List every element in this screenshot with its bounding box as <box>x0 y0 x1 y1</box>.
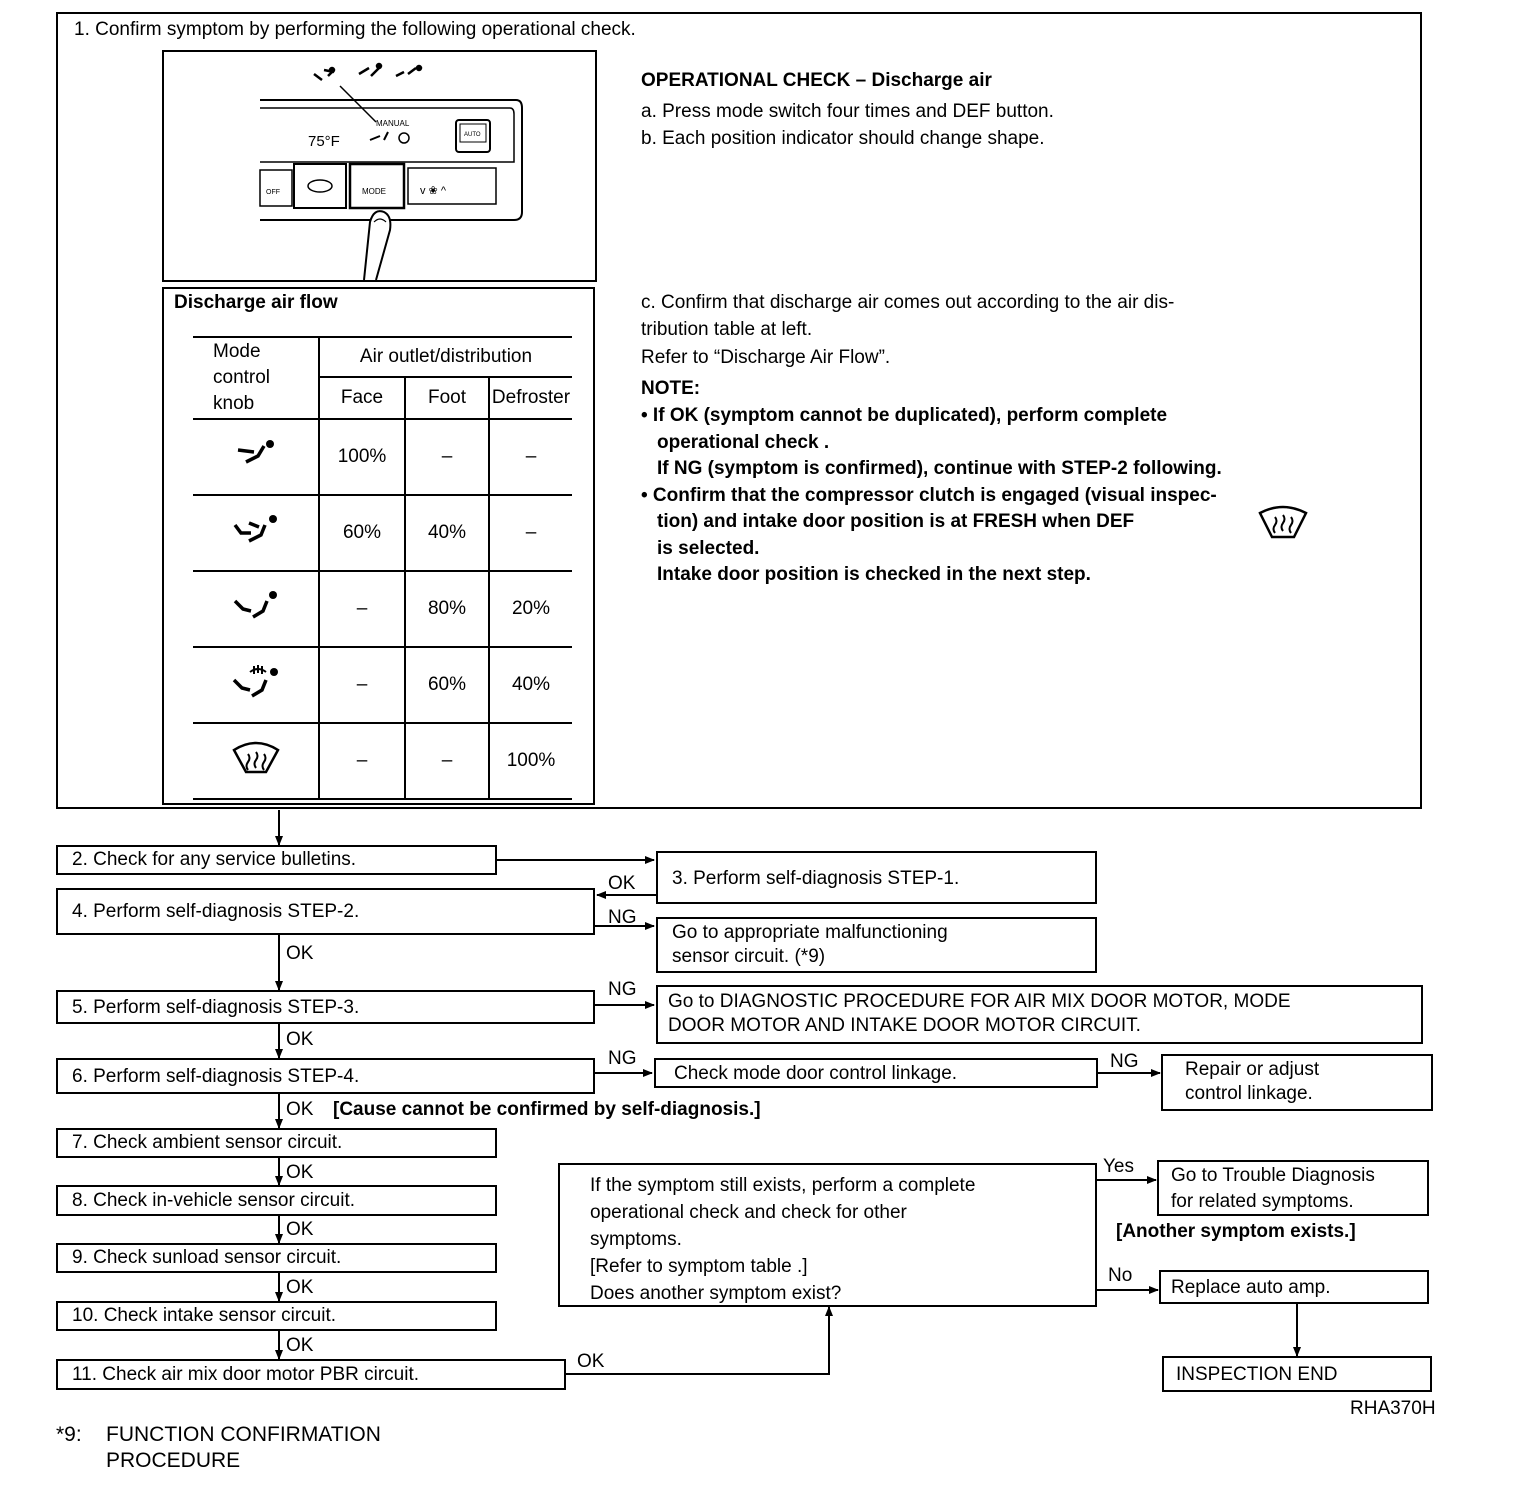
step7-box: 7. Check ambient sensor circuit. <box>56 1128 497 1158</box>
svg-text:v ❀ ^: v ❀ ^ <box>420 185 446 197</box>
no-label: No <box>1108 1265 1133 1286</box>
note2-line2: tion) and intake door position is at FRESH when DEF <box>657 511 1135 532</box>
step1-heading: 1. Confirm symptom by performing the following operational check. <box>74 19 636 40</box>
ok-label-step4: OK <box>286 943 314 964</box>
question-box: If the symptom still exists, perform a complete operational check and check for other symptoms. [Refer to symptom table .] Does another symptom exist? <box>558 1163 1097 1307</box>
note1-line1: • If OK (symptom cannot be duplicated), perform complete <box>641 405 1168 426</box>
op-check-a: a. Press mode switch four times and DEF button. <box>641 101 1054 122</box>
discharge-title: Discharge air flow <box>174 292 338 313</box>
diagnostic-procedure-box: Go to DIAGNOSTIC PROCEDURE FOR AIR MIX DOOR MOTOR, MODE DOOR MOTOR AND INTAKE DOOR MOTOR CIRCUIT. <box>656 985 1423 1044</box>
footnote-line1: FUNCTION CONFIRMATION <box>106 1423 381 1446</box>
ng-label-step4: NG <box>608 907 637 928</box>
table-row: 100% – – <box>193 419 572 495</box>
svg-text:MODE: MODE <box>362 187 386 196</box>
ng-label-step5: NG <box>608 979 637 1000</box>
footnote-line2: PROCEDURE <box>106 1449 241 1472</box>
svg-text:OFF: OFF <box>266 189 280 196</box>
repair-linkage-box: Repair or adjust control linkage. <box>1161 1054 1433 1111</box>
trouble-diagnosis-box: Go to Trouble Diagnosis for related symptoms. <box>1157 1160 1429 1216</box>
temp-display: 75°F <box>308 133 340 150</box>
linkage-box: Check mode door control linkage. <box>654 1058 1098 1088</box>
note2-line1: • Confirm that the compressor clutch is engaged (visual inspec- <box>641 485 1217 506</box>
note2-line3: is selected. <box>657 538 760 559</box>
step5-box: 5. Perform self-diagnosis STEP-3. <box>56 990 595 1024</box>
step3-box: 3. Perform self-diagnosis STEP-1. <box>656 851 1097 904</box>
ng-label-step6: NG <box>608 1048 637 1069</box>
ok-label-step8: OK <box>286 1219 314 1240</box>
note1-line3: If NG (symptom is confirmed), continue with STEP-2 following. <box>657 458 1222 479</box>
replace-auto-amp-box: Replace auto amp. <box>1159 1270 1429 1304</box>
cause-note: [Cause cannot be confirmed by self-diagnosis.] <box>333 1099 761 1120</box>
op-check-c-line2: tribution table at left. <box>641 319 813 340</box>
table-row: 60% 40% – <box>193 495 572 571</box>
svg-text:AUTO: AUTO <box>464 132 481 138</box>
footnote-mark: *9: <box>56 1423 82 1446</box>
yes-label: Yes <box>1103 1156 1134 1177</box>
ok-label-step6: OK <box>286 1099 314 1120</box>
ok-label-step10: OK <box>286 1335 314 1356</box>
table-row: – 80% 20% <box>193 571 572 647</box>
ok-label-step7: OK <box>286 1162 314 1183</box>
note2-line4: Intake door position is checked in the next step. <box>657 564 1091 585</box>
foot-header: Foot <box>405 377 489 419</box>
ng-label-linkage: NG <box>1110 1051 1139 1072</box>
outlet-group-header: Air outlet/distribution <box>319 337 572 377</box>
ok-label-step11: OK <box>577 1351 605 1372</box>
face-header: Face <box>319 377 405 419</box>
ok-label-step9: OK <box>286 1277 314 1298</box>
note1-line2: operational check . <box>657 432 830 453</box>
step10-box: 10. Check intake sensor circuit. <box>56 1301 497 1331</box>
inspection-end-box: INSPECTION END <box>1162 1356 1432 1392</box>
op-check-title: OPERATIONAL CHECK – Discharge air <box>641 70 992 91</box>
ok-label-step5: OK <box>286 1029 314 1050</box>
table-row: – – 100% <box>193 723 572 799</box>
ok-label-step3: OK <box>608 873 636 894</box>
op-check-c-line1: c. Confirm that discharge air comes out according to the air dis- <box>641 292 1175 313</box>
op-check-c-line3: Refer to “Discharge Air Flow”. <box>641 347 891 368</box>
op-check-b: b. Each position indicator should change shape. <box>641 128 1045 149</box>
step6-box: 6. Perform self-diagnosis STEP-4. <box>56 1058 595 1094</box>
step8-box: 8. Check in-vehicle sensor circuit. <box>56 1185 497 1216</box>
step2-box: 2. Check for any service bulletins. <box>56 845 497 875</box>
sensor-circuit-box: Go to appropriate malfunctioning sensor circuit. (*9) <box>656 917 1097 973</box>
step4-box: 4. Perform self-diagnosis STEP-2. <box>56 888 595 935</box>
step9-box: 9. Check sunload sensor circuit. <box>56 1243 497 1273</box>
table-row: – 60% 40% <box>193 647 572 723</box>
note-title: NOTE: <box>641 378 701 399</box>
another-symptom-note: [Another symptom exists.] <box>1116 1221 1356 1242</box>
defroster-header: Defroster <box>489 377 572 419</box>
manual-label: MANUAL <box>376 119 410 128</box>
figure-code: RHA370H <box>1350 1398 1436 1419</box>
step11-box: 11. Check air mix door motor PBR circuit. <box>56 1359 566 1390</box>
mode-column-header: Mode control knob <box>193 337 319 419</box>
